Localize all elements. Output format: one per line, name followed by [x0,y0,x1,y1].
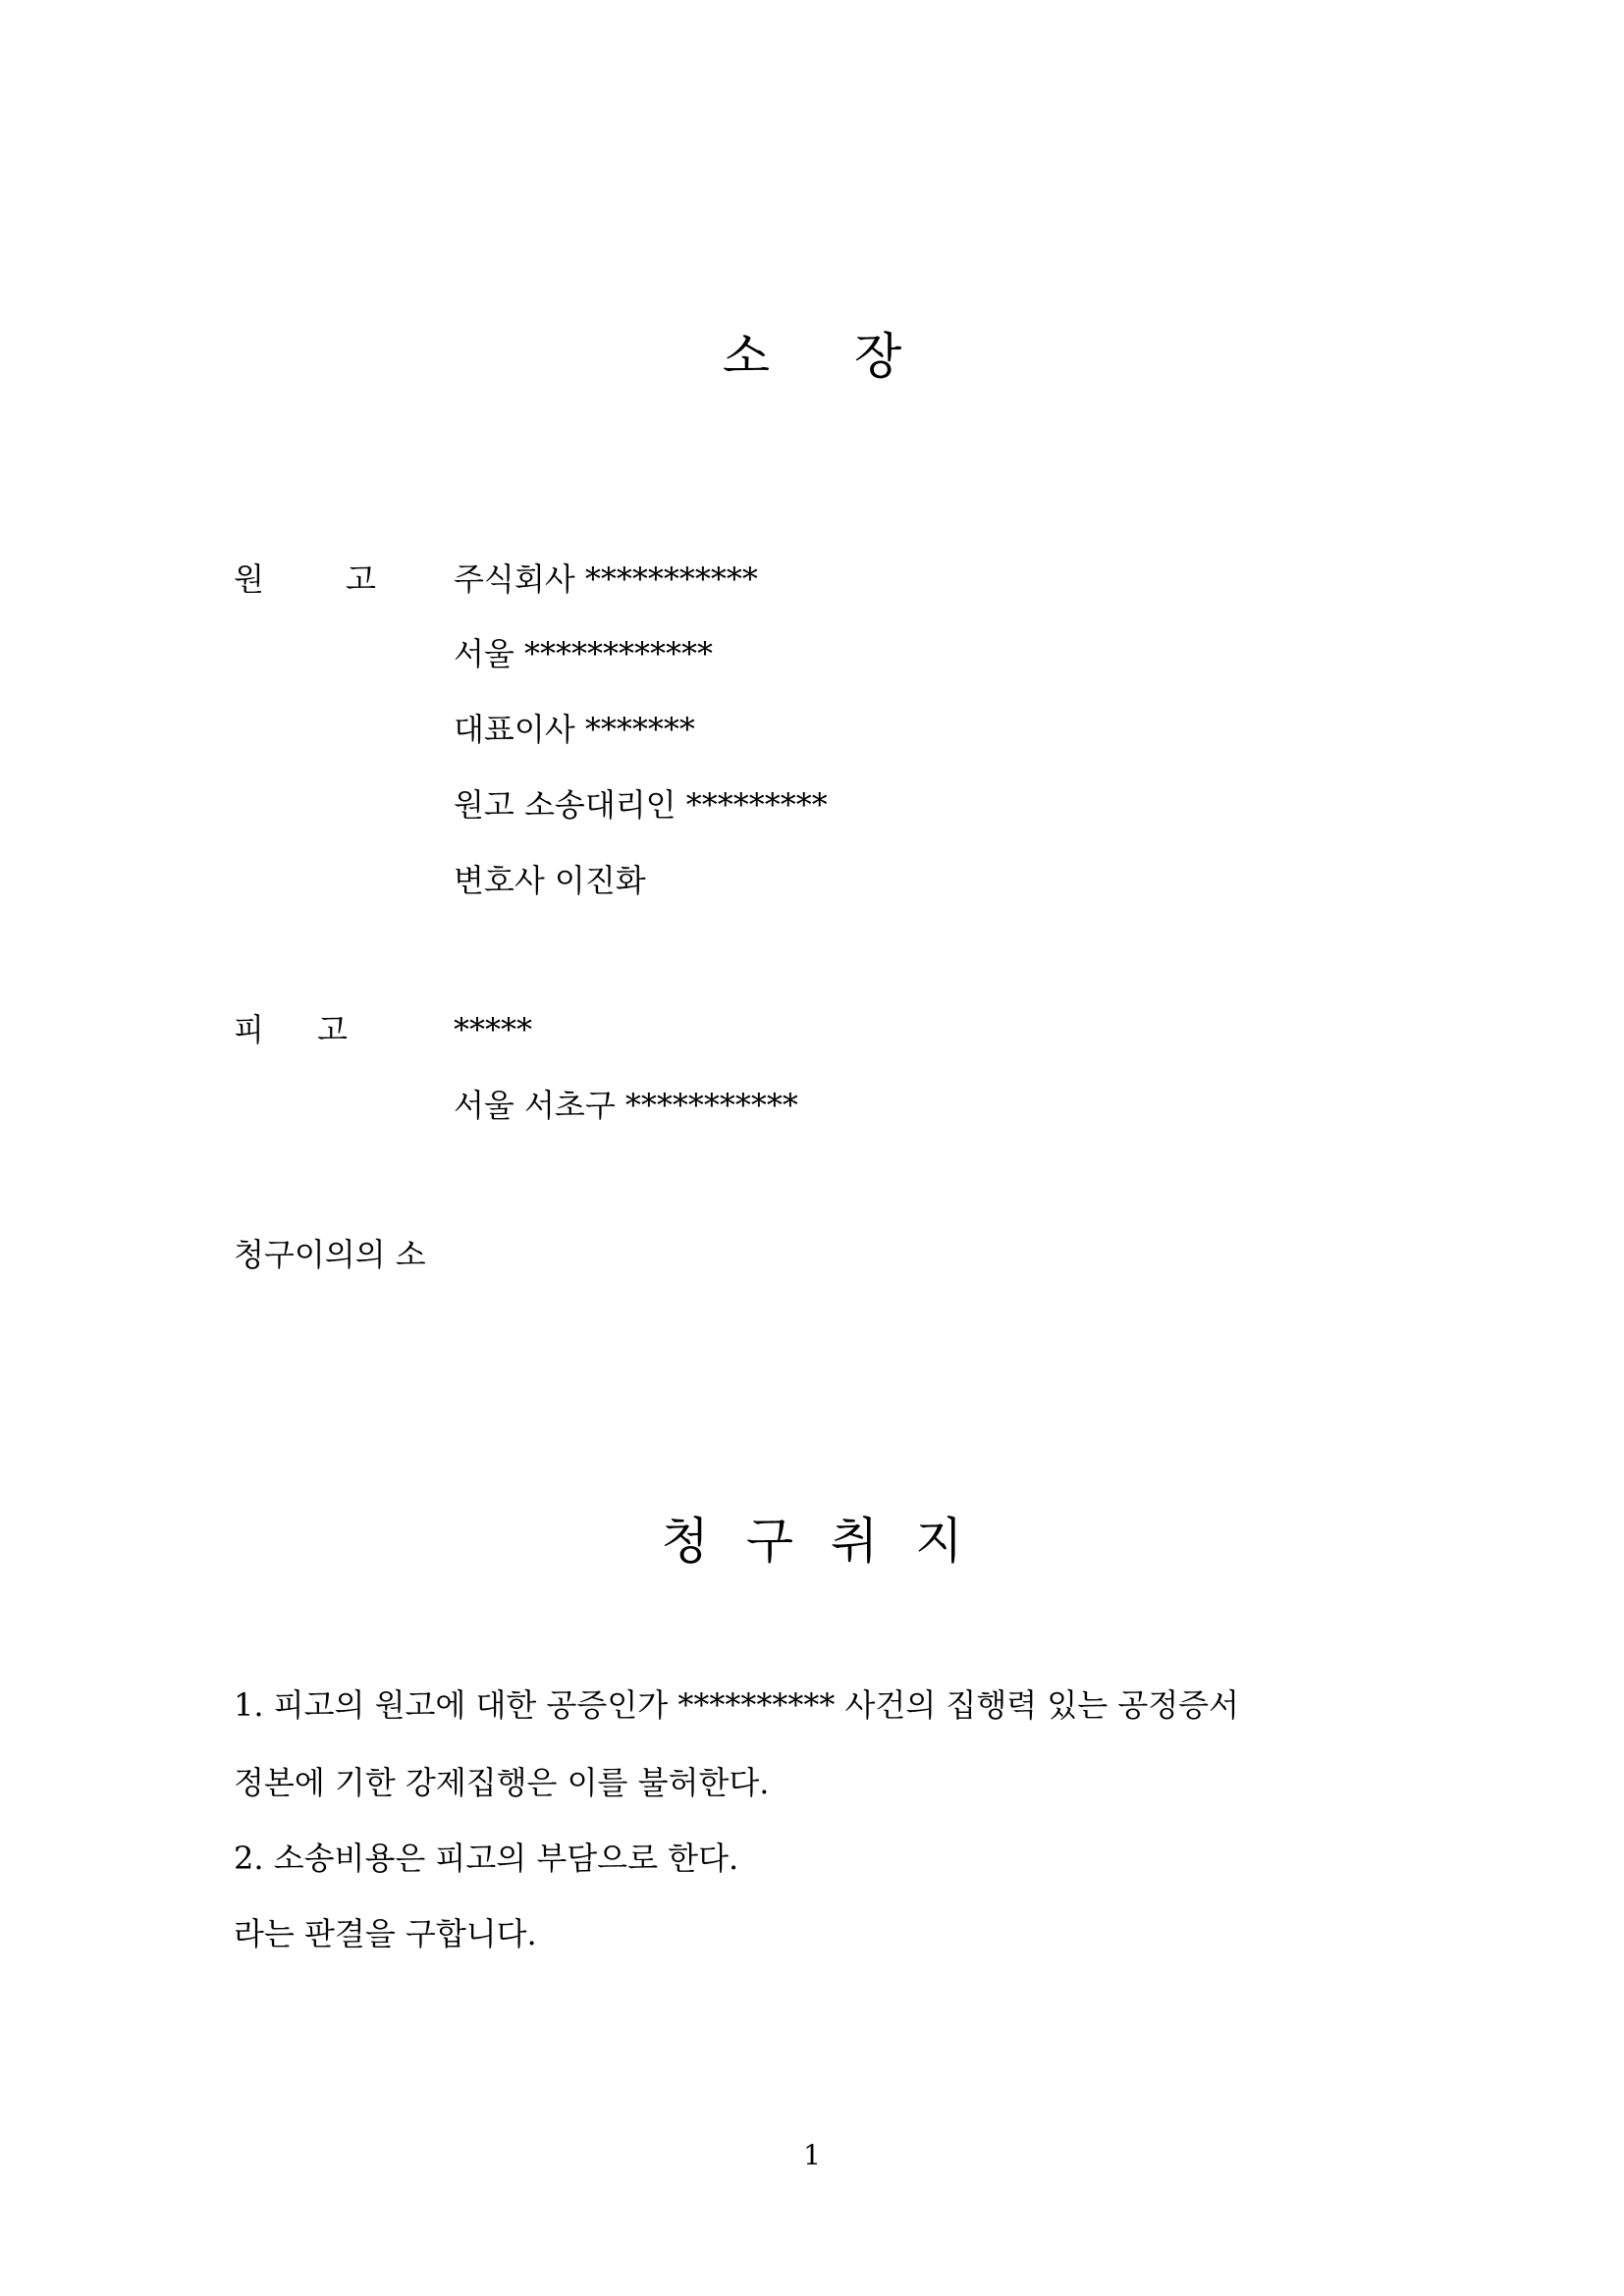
plaintiff-representative: 대표이사 ******* [454,711,695,748]
claim-line: 2. 소송비용은 피고의 부담으로 한다. [234,1840,739,1877]
claim-line: 1. 피고의 원고에 대한 공증인가 ********** 사건의 집행력 있는 공정증서 [234,1686,1239,1724]
plaintiff-company: 주식회사 *********** [454,561,758,598]
document-title: 소 장 [722,328,902,385]
defendant-address: 서울 서초구 *********** [454,1087,798,1124]
plaintiff-address: 서울 ************ [454,635,713,672]
plaintiff-label-char-1: 원 [234,561,264,598]
case-name: 청구이의의 소 [234,1236,426,1273]
claim-line: 라는 판결을 구합니다. [234,1915,537,1952]
defendant-label-char-1: 피 [234,1011,264,1048]
plaintiff-label-char-2: 고 [346,561,376,598]
claim-heading: 청 구 취 지 [661,1513,963,1570]
defendant-label-char-2: 고 [317,1011,348,1048]
plaintiff-attorney: 변호사 이진화 [454,862,646,899]
plaintiff-counsel: 원고 소송대리인 ********* [454,786,828,824]
defendant-name: ***** [454,1011,532,1048]
page-number: 1 [803,2139,821,2171]
claim-line: 정본에 기한 강제집행은 이를 불허한다. [234,1764,770,1801]
